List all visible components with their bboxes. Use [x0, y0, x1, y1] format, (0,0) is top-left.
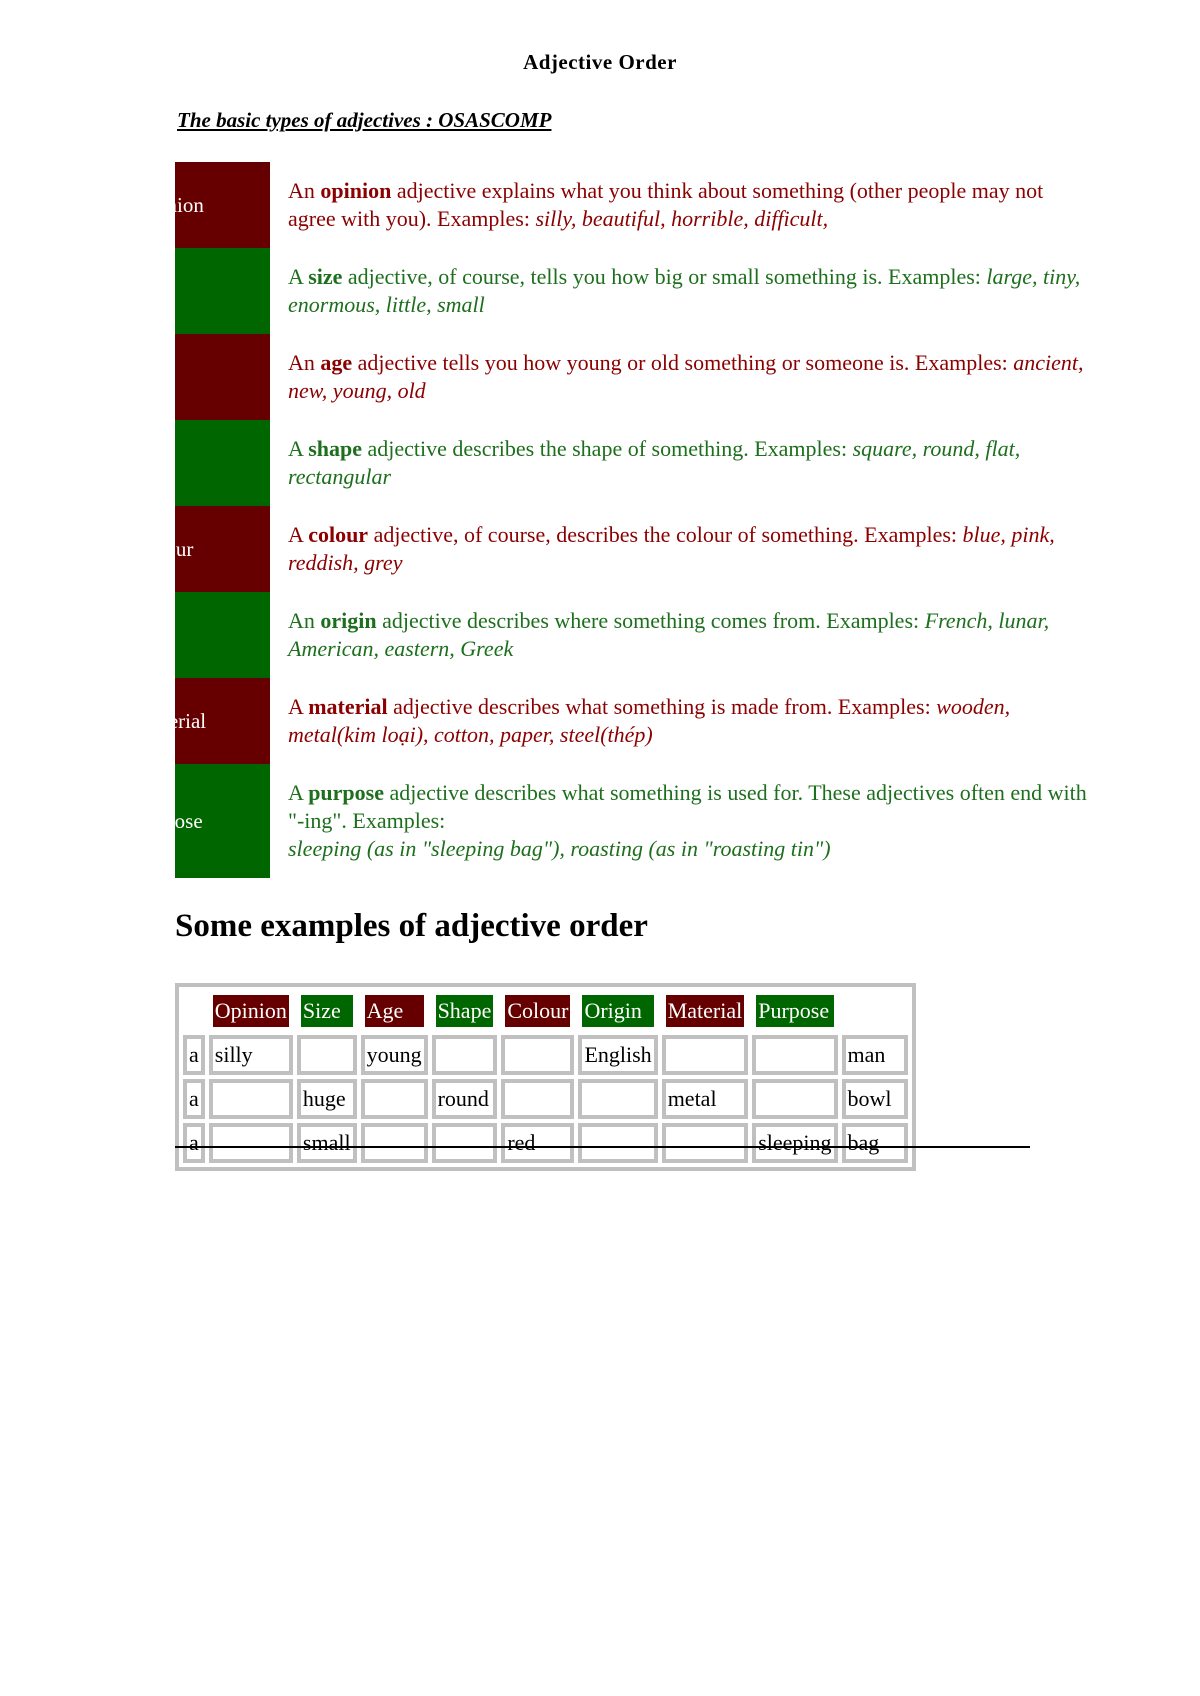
article: A [288, 522, 303, 547]
examples-text: wooden, metal(kim loại), cotton, paper, steel(thép) [288, 694, 1011, 747]
table-cell: silly [209, 1035, 293, 1075]
type-row-shape [175, 420, 1095, 506]
table-cell: red [501, 1123, 574, 1163]
table-cell [662, 1035, 749, 1075]
type-row-material [135, 678, 1095, 764]
color-swatch [175, 592, 270, 678]
color-swatch [135, 506, 270, 592]
type-description [288, 248, 1088, 319]
type-row-size [175, 248, 1095, 334]
article: A [288, 264, 303, 289]
examples-text: blue, pink, reddish, grey [288, 522, 1055, 575]
table-cell: metal [662, 1079, 749, 1119]
table-cell [752, 1079, 837, 1119]
table-cell: man [842, 1035, 908, 1075]
header-cell: Origin [578, 991, 657, 1031]
table-row [183, 1035, 908, 1075]
header-cell: Material [662, 991, 749, 1031]
table-row [183, 1123, 908, 1163]
type-description [288, 506, 1088, 577]
color-swatch [135, 162, 270, 248]
table-cell: huge [297, 1079, 357, 1119]
description-text: adjective describes what something is made from. Examples: [387, 694, 937, 719]
examples-text: silly, beautiful, horrible, difficult, [535, 206, 829, 231]
type-term: origin [320, 608, 377, 633]
table-cell [361, 1123, 428, 1163]
description-text: adjective explains what you think about something (other people may not agree with you). Examples: [288, 178, 1044, 231]
table-row [183, 1079, 908, 1119]
examples-text: French, lunar, American, eastern, Greek [288, 608, 1050, 661]
article: An [288, 350, 315, 375]
article: An [288, 608, 315, 633]
table-cell [501, 1035, 574, 1075]
header-cell: Opinion [209, 991, 293, 1031]
table-cell: a [183, 1123, 205, 1163]
examples-text: sleeping (as in "sleeping bag"), roasting (as in "roasting tin") [288, 836, 831, 861]
color-swatch [135, 764, 270, 878]
table-cell [662, 1123, 749, 1163]
table-cell [578, 1123, 657, 1163]
examples-text: square, round, flat, rectangular [288, 436, 1021, 489]
article: A [288, 436, 303, 461]
type-term: purpose [308, 780, 384, 805]
header-cell [183, 991, 205, 1031]
type-row-opinion [135, 162, 1095, 248]
table-cell: bowl [842, 1079, 908, 1119]
table-cell: a [183, 1035, 205, 1075]
type-row-origin [175, 592, 1095, 678]
description-text: adjective, of course, tells you how big or small something is. Examples: [342, 264, 987, 289]
bottom-rule [175, 1146, 1030, 1148]
adjective-order-table [175, 983, 916, 1171]
table-header-row [183, 991, 908, 1031]
header-cell [842, 991, 908, 1031]
header-cell: Purpose [752, 991, 837, 1031]
type-description [288, 334, 1088, 405]
type-term: opinion [320, 178, 392, 203]
examples-text: large, tiny, enormous, little, small [288, 264, 1081, 317]
type-description [288, 764, 1088, 863]
swatch-label: Opinion [135, 192, 204, 217]
color-swatch [175, 420, 270, 506]
type-description [288, 420, 1088, 491]
article: A [288, 780, 303, 805]
description-text: adjective describes where something comes from. Examples: [376, 608, 925, 633]
table-cell: small [297, 1123, 357, 1163]
swatch-label: Material [135, 708, 207, 733]
swatch-label: Purpose [135, 808, 203, 833]
type-description [288, 678, 1088, 749]
swatch-label: Colour [135, 536, 194, 561]
table-cell: young [361, 1035, 428, 1075]
table-cell: sleeping [752, 1123, 837, 1163]
table-cell [432, 1123, 498, 1163]
color-swatch [175, 248, 270, 334]
type-description [288, 162, 1088, 233]
table-cell: round [432, 1079, 498, 1119]
description-text: adjective describes what something is used for. These adjectives often end with "-ing". Examples: [288, 780, 1087, 833]
description-text: adjective tells you how young or old something or someone is. Examples: [352, 350, 1014, 375]
type-term: age [320, 350, 353, 375]
table-cell [209, 1079, 293, 1119]
type-term: size [308, 264, 343, 289]
table-cell [578, 1079, 657, 1119]
table-cell [432, 1035, 498, 1075]
header-cell: Age [361, 991, 428, 1031]
examples-text: ancient, new, young, old [288, 350, 1084, 403]
page-title: Adjective Order [523, 50, 677, 74]
table-cell: a [183, 1079, 205, 1119]
color-swatch [135, 678, 270, 764]
subtitle: The basic types of adjectives : OSASCOMP [177, 108, 552, 132]
table-cell [297, 1035, 357, 1075]
table-cell [501, 1079, 574, 1119]
header-cell: Size [297, 991, 357, 1031]
type-row-age [175, 334, 1095, 420]
type-description [288, 592, 1088, 663]
type-row-purpose [135, 764, 1095, 878]
type-term: material [308, 694, 388, 719]
adjective-types-list [135, 162, 1095, 878]
type-term: shape [308, 436, 362, 461]
header-cell: Shape [432, 991, 498, 1031]
table-cell: bag [842, 1123, 908, 1163]
table-cell [752, 1035, 837, 1075]
header-cell: Colour [501, 991, 574, 1031]
description-text: adjective, of course, describes the colour of something. Examples: [368, 522, 963, 547]
examples-heading: Some examples of adjective order [175, 908, 648, 944]
description-text: adjective describes the shape of something. Examples: [361, 436, 853, 461]
type-term: colour [308, 522, 369, 547]
article: A [288, 694, 303, 719]
type-row-colour [135, 506, 1095, 592]
table-cell [361, 1079, 428, 1119]
color-swatch [175, 334, 270, 420]
table-cell: English [578, 1035, 657, 1075]
article: An [288, 178, 315, 203]
table-cell [209, 1123, 293, 1163]
